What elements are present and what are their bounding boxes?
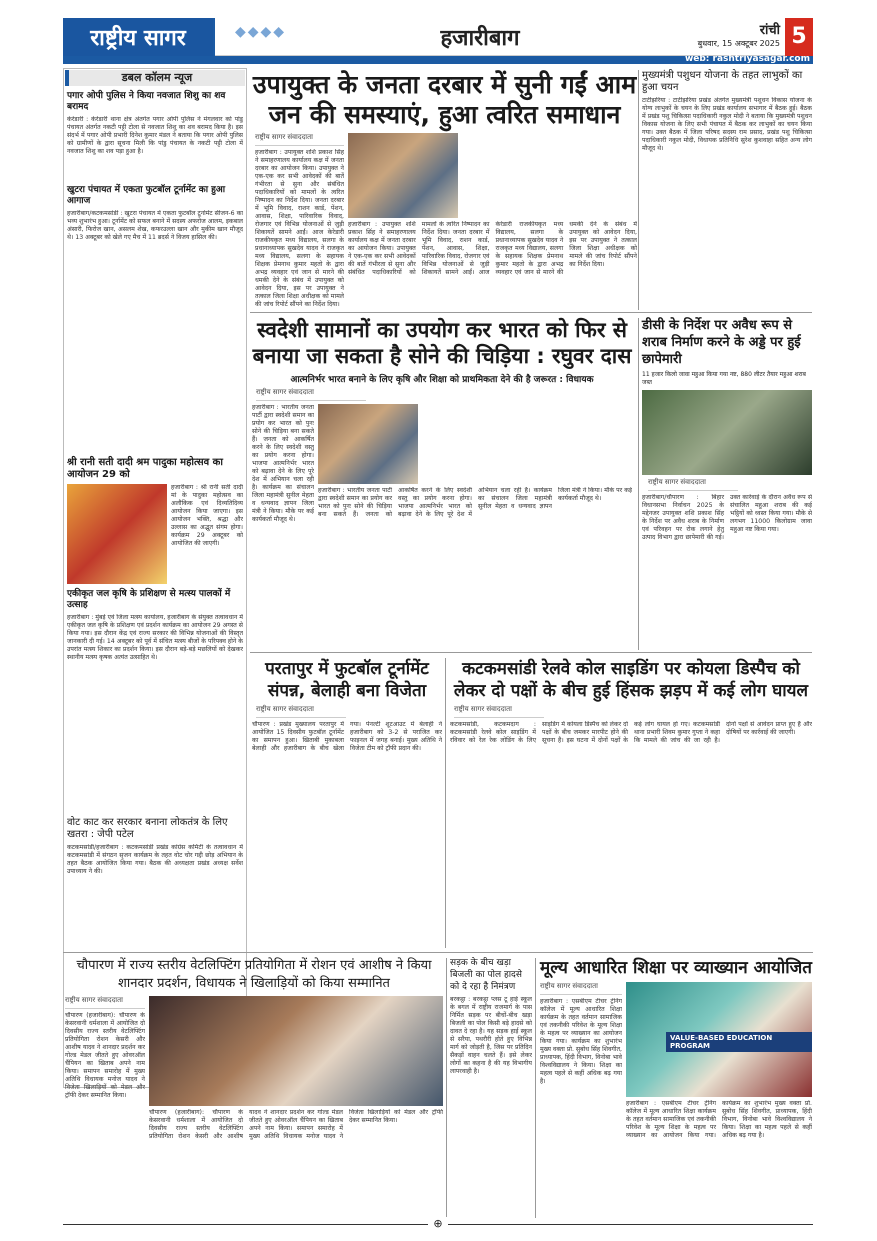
article-khutra [65, 185, 245, 452]
value-education-body-continued: हजारीबाग : एसबीएम टीचर ट्रेनिंग कॉलेज में मूल्य आधारित शिक्षा कार्यक्रम के तहत वर्तमान सामाजिक एवं तकनीकी परिवेश के मूल्य शिक्षा के महत्व पर व्याख्यान का आयोजन किया गया। कार्यक्रम का शुभारंभ मुख्य वक्ता प्रो. सुबोध सिंह शिवगीत, प्राध्यापक, हिंदी विभाग, विनोबा भावे विश्वविद्यालय ने किया। शिक्षा का महत्व पहले से कहीं अधिक बढ़ गया है। [626, 1100, 812, 1139]
coal-siding-headline: कटकमसांडी रेलवे कोल साइडिंग पर कोयला डिस्पैच को लेकर दो पक्षों के बीच हुई हिंसक झड़प में कई लोग घायल [453, 659, 809, 701]
liquor-raid-subhead: 11 हजार किलो जावा महुआ किया गया नष्ट, 880 लीटर तैयार महुआ शराब जब्त [642, 371, 806, 386]
value-education-body: हजारीबाग : एसबीएम टीचर ट्रेनिंग कॉलेज में मूल्य आधारित शिक्षा कार्यक्रम के तहत वर्तमान सामाजिक एवं तकनीकी परिवेश के मूल्य शिक्षा के महत्व पर व्याख्यान का आयोजन किया गया। कार्यक्रम का शुभारंभ मुख्य वक्ता प्रो. सुबोध सिंह शिवगीत, प्राध्यापक, हिंदी विभाग, विनोबा भावे विश्वविद्यालय ने किया। शिक्षा का महत्व पहले से कहीं अधिक बढ़ गया है। [540, 998, 622, 1085]
liquor-raid-story [642, 317, 812, 649]
electric-pole-headline: सड़क के बीच खड़ा बिजली का पोल हादसे को दे रहा है निमंत्रण [450, 958, 522, 992]
article-body: टाटीझरिया : टाटीझरिया प्रखंड अंतर्गत मुख्यमंत्री पशुधन विकास योजना के योग्य लाभुकों के चयन के लिए प्रखंड कार्यालय सभागार में बैठक हुई। बैठक में प्रखंड पशु चिकित्सा पदाधिकारी नकुल मोदी ने बताया कि मुख्यमंत्री पशुधन विकास योजना के लिए सभी पंचायत में बैठक कर लाभुकों का चयन किया गया। उक्त बैठक में जिला परिषद सदस्य राम प्रसाद, प्रखंड पशु चिकित्सा पदाधिकारी नकुल मोदी, विधायक प्रतिनिधि सुरेश कुशवाहा सहित अन्य लोग मौजूद थे। [642, 97, 812, 152]
football-body: चौपारण : प्रखंड मुख्यालय परतापुर में आयोजित 15 दिवसीय फुटबॉल टूर्नामेंट का समापन हुआ। खिताबी मुकाबला बेलाही और हजारीबाग के बीच खेला गया। पेनल्टी शूटआउट में बेलाही ने हजारीबाग को 3-2 से पराजित कर फाइनल में जगह बनाई। मुख्य अतिथि ने विजेता टीम को ट्रॉफी प्रदान की। [252, 721, 442, 752]
article-body: केरेडारी : केरेडारी थाना क्षेत्र अंतर्गत पगार ओपी पुलिस ने मंगलवार को पांडु पंचायत अंतर्गत नकटी पट्टी टोला से नवजात शिशु का शव बरामद किया है। इस संदर्भ में पगार ओपी प्रभारी दिनेश कुमार मंडल ने बताया कि पगार ओपी पुलिस को ग्रामीणों के द्वारा सूचना मिली कि पांडु पंचायत के नकटी पट्टी टोला में नवजात शिशु का शव पड़ा हुआ है। [67, 115, 243, 155]
value-education-photo [626, 982, 812, 1097]
weightlifting-photo [149, 996, 443, 1106]
article-pashudhan [642, 70, 812, 308]
article-body: हजारीबाग : मुंबई एवं जिला मत्स्य कार्यालय, हजारीबाग के संयुक्त तत्वावधान में एकीकृत जल कृषि के प्रशिक्षण एवं प्रदर्शन कार्यक्रम का आयोजन 29 अगस्त से किया गया। इस दौरान केंद्र एवं राज्य सरकार की विभिन्न योजनाओं की विस्तृत जानकारी दी गई। 14 अक्टूबर को पूर्व में संचित मत्स्य बीजों के परिपक्व होने के उपरांत मत्स्य शिकार का प्रदर्शन किया। इस दौरान बड़े-बड़े मछलियों को देखकर स्थानीय मत्स्य कृषक अत्यंत उत्साहित थे। [67, 613, 243, 661]
electric-pole-body: बरकट्ठा : बरकट्ठा प्लस टू हाई स्कूल के बगल में राष्ट्रीय राजमार्ग के पास निर्मित सड़क पर बीचों-बीच खड़ा बिजली का पोल किसी बड़े हादसे को दावत दे रहा है। यह सड़क हाई स्कूल से सरैया, पथरौरी होते हुए विभिन्न मार्ग को जोड़ती है, जिस पर प्रतिदिन सैकड़ों वाहन चलते हैं। इसे लेकर लोगों का कहना है की यह विभागीय लापरवाही है। [450, 996, 532, 1075]
swadeshi-body-continued: हजारीबाग : भारतीय जनता पार्टी द्वारा स्वदेशी समान का प्रयोग कर भारत को पुनः सोने की चिड़िया बना सकते हैं। जनता को आकर्षित करने के लिए स्वदेशी वस्तु का प्रयोग करना होगा। भाजपा आत्मनिर्भर भारत को बढ़ावा देने के लिए पूरे देश में अभियान चला रही है। कार्यक्रम का संचालन जिला महामंत्री सुनील मेहता व धन्यवाद ज्ञापन जिला मंत्री ने किया। मौके पर कई कार्यकर्ता मौजूद थे। [318, 487, 632, 518]
value-education-story [540, 957, 812, 1219]
byline: राष्ट्रीय सागर संवाददाता [256, 388, 366, 401]
value-education-headline: मूल्य आधारित शिक्षा पर व्याख्यान आयोजित [540, 958, 812, 978]
byline: राष्ट्रीय सागर संवाददाता [648, 478, 738, 491]
lead-headline: उपायुक्त के जनता दरबार में सुनी गईं आम जन की समस्याएं, हुआ त्वरित समाधान [252, 70, 637, 129]
divider [445, 658, 446, 948]
rani-sati-photo [67, 484, 167, 584]
swadeshi-headline: स्वदेशी सामानों का उपयोग कर भारत को फिर से बनाया जा सकता है सोने की चिड़िया : रघुवर दास [252, 318, 632, 368]
byline: राष्ट्रीय सागर संवाददाता [255, 133, 344, 146]
article-body: हजारीबाग/कटकमसांडी : खुटरा पंचायत में एकता फुटबॉल टूर्नामेंट सीजन-6 का भव्य शुभारंभ हुआ। टूर्नामेंट को सफल बनाने में सदस्य अफरोज आलम, इकबाल अंसारी, फिरोज खान, असलम शेख, कफरउल्ला खान और मुकीम खान मौजूद थे। 13 अक्टूबर को खेले गए मैच में 11 ब्रदर्स ने विजय हासिल की। [67, 209, 243, 241]
byline: राष्ट्रीय सागर संवाददाता [65, 996, 145, 1009]
article-fish-farming [65, 589, 245, 812]
divider [446, 958, 447, 1218]
electric-pole-story [450, 957, 532, 1219]
divider [638, 70, 639, 310]
divider [250, 312, 812, 313]
coal-siding-story [450, 658, 812, 948]
byline: राष्ट्रीय सागर संवाददाता [454, 705, 544, 718]
swadeshi-story [252, 317, 632, 649]
weightlifting-headline: चौपारण में राज्य स्तरीय वेटलिफ्टिंग प्रतियोगिता में रोशन एवं आशीष ने किया शानदार प्रदर्शन, विधायक ने खिलाड़ियों को किया सम्मानित [76, 958, 432, 991]
football-headline: परतापुर में फुटबॉल टूर्नामेंट संपन्न, बेलाही बना विजेता [265, 659, 429, 701]
edition-date: बुधवार, 15 अक्टूबर 2025 [697, 39, 780, 48]
headline: श्री रानी सती दादी श्रम पादुका महोत्सव का आयोजन 29 को [67, 457, 223, 481]
liquor-raid-photo [642, 390, 812, 475]
coal-siding-body: कटकमसांडी, कटकमदाग : कटकमसांडी रेलवे कोल साइडिंग में रविवार को रेल रेक लोडिंग के लिए साइडिंग में कोयला डिस्पैच को लेकर दो पक्षों के बीच जमकर मारपीट होने की सूचना है। इस घटना में दोनों पक्षों के कई लोग घायल हो गए। कटकमसांडी थाना प्रभारी शिवम कुमार गुप्ता ने कहा कि मामले की जांच की जा रही है। दोनों पक्षों से आवेदन प्राप्त हुए हैं और दोषियों पर कार्रवाई की जाएगी। [450, 721, 812, 744]
divider [250, 652, 812, 653]
left-column [65, 70, 245, 1084]
lead-body-continued: हजारीबाग : उपायुक्त शशि प्रकाश सिंह ने समाहरणालय कार्यालय कक्ष में जनता दरबार का आयोजन किया। उपायुक्त ने एक-एक कर सभी आवेदकों की बातें गंभीरता से सुना और संबंधित पदाधिकारियों को मामलों के त्वरित निष्पादन का निर्देश दिया। जनता दरबार में भूमि विवाद, राशन कार्ड, पेंशन, आवास, शिक्षा, पारिवारिक विवाद, रोजगार एवं विभिन्न योजनाओं से जुड़ी शिकायतें सामने आईं। आज केरेडारी राजकीयकृत मध्य विद्यालय, सलगा के प्रधानाध्यापक सुखदेव यादव ने राजकृत मध्य विद्यालय, सलगा के सहायक शिक्षक प्रेमनाथ कुमार महतो के द्वारा अभद्र व्यवहार एवं जान से मारने की धमकी देने के संबंध में उपायुक्त को आवेदन दिया, इस पर उपायुक्त ने तत्काल जिला शिक्षा अधीक्षक को मामले की जांच रिपोर्ट सौंपने का निर्देश दिया। [348, 221, 637, 276]
footer-ornament-icon: ⊕ [428, 1217, 448, 1231]
weightlifting-story [65, 957, 443, 1219]
article-rani-sati [65, 457, 245, 584]
weightlifting-body: चौपारण (हजारीबाग): चौपारण के केसरवानी धर्मशाला में आयोजित दो दिवसीय राज्य स्तरीय वेटलिफ्टिंग प्रतियोगिता रोशन केसरी और आशीष यादव ने शानदार प्रदर्शन कर गोल्ड मेडल जीतते हुए ओवरऑल चैंपियन का खिताब अपने नाम किया। समापन समारोह में मुख्य अतिथि विधायक मनोज यादव ने विजेता खिलाड़ियों को मेडल और ट्रॉफी देकर सम्मानित किया। [65, 1012, 145, 1099]
program-banner: VALUE-BASED EDUCATION PROGRAM [666, 1032, 812, 1052]
edition-city: रांची [759, 23, 780, 38]
section-title: हजारीबाग [440, 26, 520, 51]
byline: राष्ट्रीय सागर संवाददाता [540, 982, 622, 995]
liquor-raid-headline: डीसी के निर्देश पर अवैध रूप से शराब निर्माण करने के अड्डे पर हुई छापेमारी [642, 318, 801, 367]
divider [638, 318, 639, 650]
headline: खुटरा पंचायत में एकता फुटबॉल टूर्नामेंट का हुआ आगाज [67, 185, 226, 206]
lead-photo-1 [348, 133, 458, 218]
divider [63, 952, 813, 953]
lead-body: हजारीबाग : उपायुक्त शशि प्रकाश सिंह ने समाहरणालय कार्यालय कक्ष में जनता दरबार का आयोजन किया। उपायुक्त ने एक-एक कर सभी आवेदकों की बातें गंभीरता से सुना और संबंधित पदाधिकारियों को मामलों के त्वरित निष्पादन का निर्देश दिया। जनता दरबार में भूमि विवाद, राशन कार्ड, पेंशन, आवास, शिक्षा, पारिवारिक विवाद, रोजगार एवं विभिन्न योजनाओं से जुड़ी शिकायतें सामने आईं। आज केरेडारी राजकीयकृत मध्य विद्यालय, सलगा के प्रधानाध्यापक सुखदेव यादव ने राजकृत मध्य विद्यालय, सलगा के सहायक शिक्षक प्रेमनाथ कुमार महतो के द्वारा अभद्र व्यवहार एवं जान से मारने की धमकी देने के संबंध में उपायुक्त को आवेदन दिया, इस पर उपायुक्त ने तत्काल जिला शिक्षा अधीक्षक को मामले की जांच रिपोर्ट सौंपने का निर्देश दिया। [255, 149, 344, 308]
headline: पगार ओपी पुलिस ने किया नवजात शिशु का शव बरामद [67, 91, 226, 112]
newspaper-logo: राष्ट्रीय सागर [63, 18, 213, 56]
decorative-dots-icon: ◆◆◆◆ [235, 24, 287, 40]
headline: वोट काट कर सरकार बनाना लोकतंत्र के लिए खतरा : जेपी पटेल [67, 816, 228, 840]
article-pagar [65, 91, 245, 180]
article-body: कटकमसांडी/हजारीबाग : कटकमसांडी प्रखंड कांग्रेस कमिटी के तत्वावधान में कटकमसांडी में संगठन सृजन कार्यक्रम के तहत वोट चोर गद्दी छोड़ अभियान के तहत बैठक आयोजित किया गया। बैठक की अध्यक्षता प्रखंड अध्यक्ष सर्वेश उपाध्याय ने की। [67, 843, 243, 875]
headline: मुख्यमंत्री पशुधन योजना के तहत लाभुकों का हुआ चयन [642, 70, 803, 93]
lead-story [252, 70, 637, 310]
divider [535, 958, 536, 1218]
liquor-raid-body: हजारीबाग/चौपारण : बिहार विधानसभा निर्वाचन 2025 के मद्देनजर उपायुक्त शशि प्रकाश सिंह के निर्देश पर अवैध शराब के निर्माण एवं परिवहन पर रोक लगाने हेतु उत्पाद विभाग द्वारा छापेमारी की गई। उक्त कार्रवाई के दौरान अवैध रूप से संचालित महुआ शराब की कई भट्ठियों को ध्वस्त किया गया। मौके से लगभग 11000 किलोग्राम जावा महुआ नष्ट किया गया। [642, 494, 812, 541]
weightlifting-body-continued: चौपारण (हजारीबाग): चौपारण के केसरवानी धर्मशाला में आयोजित दो दिवसीय राज्य स्तरीय वेटलिफ्टिंग प्रतियोगिता रोशन केसरी और आशीष यादव ने शानदार प्रदर्शन कर गोल्ड मेडल जीतते हुए ओवरऑल चैंपियन का खिताब अपने नाम किया। समापन समारोह में मुख्य अतिथि विधायक मनोज यादव ने विजेता खिलाड़ियों को मेडल और ट्रॉफी देकर सम्मानित किया। [149, 1109, 443, 1140]
football-story [252, 658, 442, 948]
byline: राष्ट्रीय सागर संवाददाता [256, 705, 346, 718]
swadeshi-subhead: आत्मनिर्भर भारत बनाने के लिए कृषि और शिक्षा को प्राथमिकता देने की है जरूरत : विधायक [290, 375, 594, 385]
page-number: 5 [785, 18, 813, 56]
swadeshi-body: हजारीबाग : भारतीय जनता पार्टी द्वारा स्वदेशी समान का प्रयोग कर भारत को पुनः सोने की चिड़िया बना सकते हैं। जनता को आकर्षित करने के लिए स्वदेशी वस्तु का प्रयोग करना होगा। भाजपा आत्मनिर्भर भारत को बढ़ावा देने के लिए पूरे देश में अभियान चला रही है। कार्यक्रम का संचालन जिला महामंत्री सुनील मेहता व धन्यवाद ज्ञापन जिला मंत्री ने किया। मौके पर कई कार्यकर्ता मौजूद थे। [252, 404, 314, 523]
website-link[interactable]: web: rashtriyasagar.com [684, 54, 810, 64]
headline: एकीकृत जल कृषि के प्रशिक्षण से मत्स्य पालकों में उत्साह [67, 589, 231, 610]
article-body: हजारीबाग : श्री रानी सती दादी मां के पादुका महोत्सव का अलौकिक एवं दिव्यतिदिव्य आयोजन किया जाएगा। इस आयोजन भक्ति, श्रद्धा और उल्लास का अद्भुत संगम होगा। कार्यक्रम 29 अक्टूबर को आयोजित की जाएगी। [171, 484, 243, 548]
swadeshi-photo-1 [318, 404, 418, 484]
double-column-news-box-title: डबल कॉलम न्यूज [65, 70, 245, 86]
